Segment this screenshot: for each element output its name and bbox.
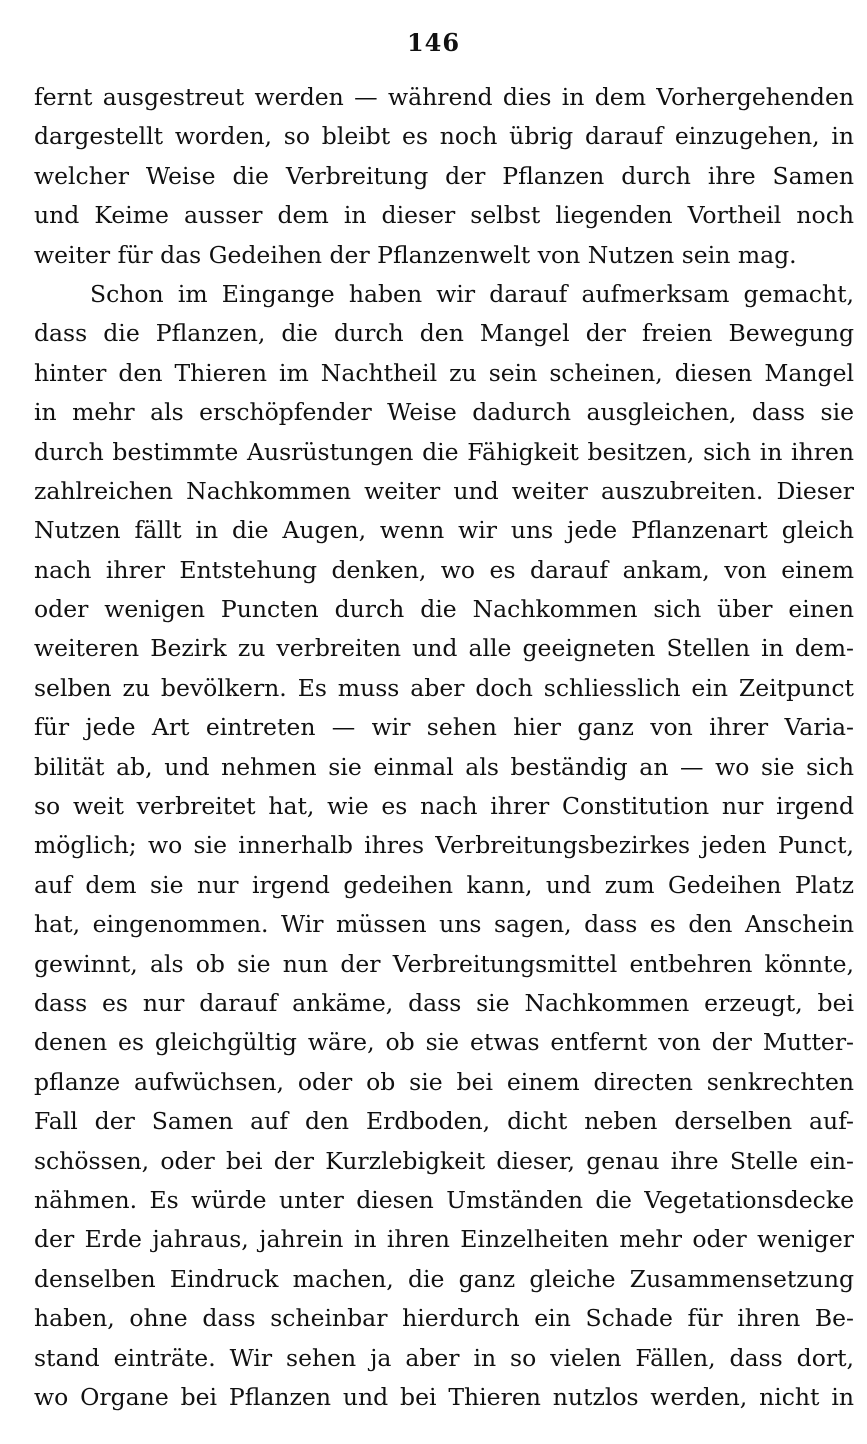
paragraph-end-line: weiter für das Gedeihen der Pflanzenwelt von Nutzen sein mag. bbox=[34, 240, 797, 269]
text-line: Nutzen fällt in die Augen, wenn wir uns jede Pflanzenart gleich bbox=[34, 516, 854, 545]
text-line: nach ihrer Entstehung denken, wo es darauf ankam, von einem bbox=[34, 555, 854, 584]
text-line: nähmen. Es würde unter diesen Umständen die Vegetationsdecke bbox=[34, 1185, 854, 1214]
text-line: dass die Pflanzen, die durch den Mangel der freien Bewegung bbox=[34, 319, 854, 348]
text-line: Fall der Samen auf den Erdboden, dicht neben derselben auf- bbox=[34, 1107, 854, 1136]
text-line: pflanze aufwüchsen, oder ob sie bei einem directen senkrechten bbox=[34, 1067, 854, 1096]
text-line: fernt ausgestreut werden — während dies in dem Vorhergehenden bbox=[34, 83, 854, 111]
text-line: oder wenigen Puncten durch die Nachkommen sich über einen bbox=[34, 595, 854, 624]
text-line: dass es nur darauf ankäme, dass sie Nachkommen erzeugt, bei bbox=[34, 988, 854, 1017]
text-line: durch bestimmte Ausrüstungen die Fähigkeit besitzen, sich in ihren bbox=[34, 437, 854, 466]
body-text bbox=[34, 78, 854, 1417]
text-line: so weit verbreitet hat, wie es nach ihrer Constitution nur irgend bbox=[34, 792, 854, 821]
text-line: dargestellt worden, so bleibt es noch übrig darauf einzugehen, in bbox=[34, 122, 854, 151]
text-line: wo Organe bei Pflanzen und bei Thieren nutzlos werden, nicht in bbox=[34, 1382, 854, 1411]
text-line: haben, ohne dass scheinbar hierdurch ein Schade für ihren Be- bbox=[34, 1304, 854, 1333]
text-line: auf dem sie nur irgend gedeihen kann, und zum Gedeihen Platz bbox=[34, 870, 854, 899]
text-line: möglich; wo sie innerhalb ihres Verbreitungsbezirkes jeden Punct, bbox=[34, 831, 854, 860]
text-line: bilität ab, und nehmen sie einmal als beständig an — wo sie sich bbox=[34, 752, 854, 781]
text-line: selben zu bevölkern. Es muss aber doch schliesslich ein Zeitpunct bbox=[34, 673, 854, 702]
text-line: in mehr als erschöpfender Weise dadurch ausgleichen, dass sie bbox=[34, 398, 854, 427]
text-line: stand einträte. Wir sehen ja aber in so vielen Fällen, dass dort, bbox=[34, 1343, 854, 1372]
text-line: hat, eingenommen. Wir müssen uns sagen, dass es den Anschein bbox=[34, 910, 854, 939]
text-line: für jede Art eintreten — wir sehen hier ganz von ihrer Varia- bbox=[34, 713, 854, 742]
text-line: welcher Weise die Verbreitung der Pflanzen durch ihre Samen bbox=[34, 161, 854, 190]
text-line: der Erde jahraus, jahrein in ihren Einzelheiten mehr oder weniger bbox=[34, 1225, 854, 1254]
text-line: gewinnt, als ob sie nun der Verbreitungsmittel entbehren könnte, bbox=[34, 949, 854, 978]
text-line: denen es gleichgültig wäre, ob sie etwas entfernt von der Mutter- bbox=[34, 1028, 854, 1057]
paragraph-start-line: Schon im Eingange haben wir darauf aufmerksam gemacht, bbox=[90, 279, 854, 308]
text-line: denselben Eindruck machen, die ganz gleiche Zusammensetzung bbox=[34, 1264, 854, 1293]
text-line: und Keime ausser dem in dieser selbst liegenden Vortheil noch bbox=[34, 201, 854, 230]
page-number: 146 bbox=[406, 28, 461, 57]
text-line: hinter den Thieren im Nachtheil zu sein scheinen, diesen Mangel bbox=[34, 358, 854, 387]
text-line: weiteren Bezirk zu verbreiten und alle geeigneten Stellen in dem- bbox=[34, 634, 854, 663]
text-line: schössen, oder bei der Kurzlebigkeit dieser, genau ihre Stelle ein- bbox=[34, 1146, 854, 1175]
text-line: zahlreichen Nachkommen weiter und weiter auszubreiten. Dieser bbox=[34, 476, 854, 505]
